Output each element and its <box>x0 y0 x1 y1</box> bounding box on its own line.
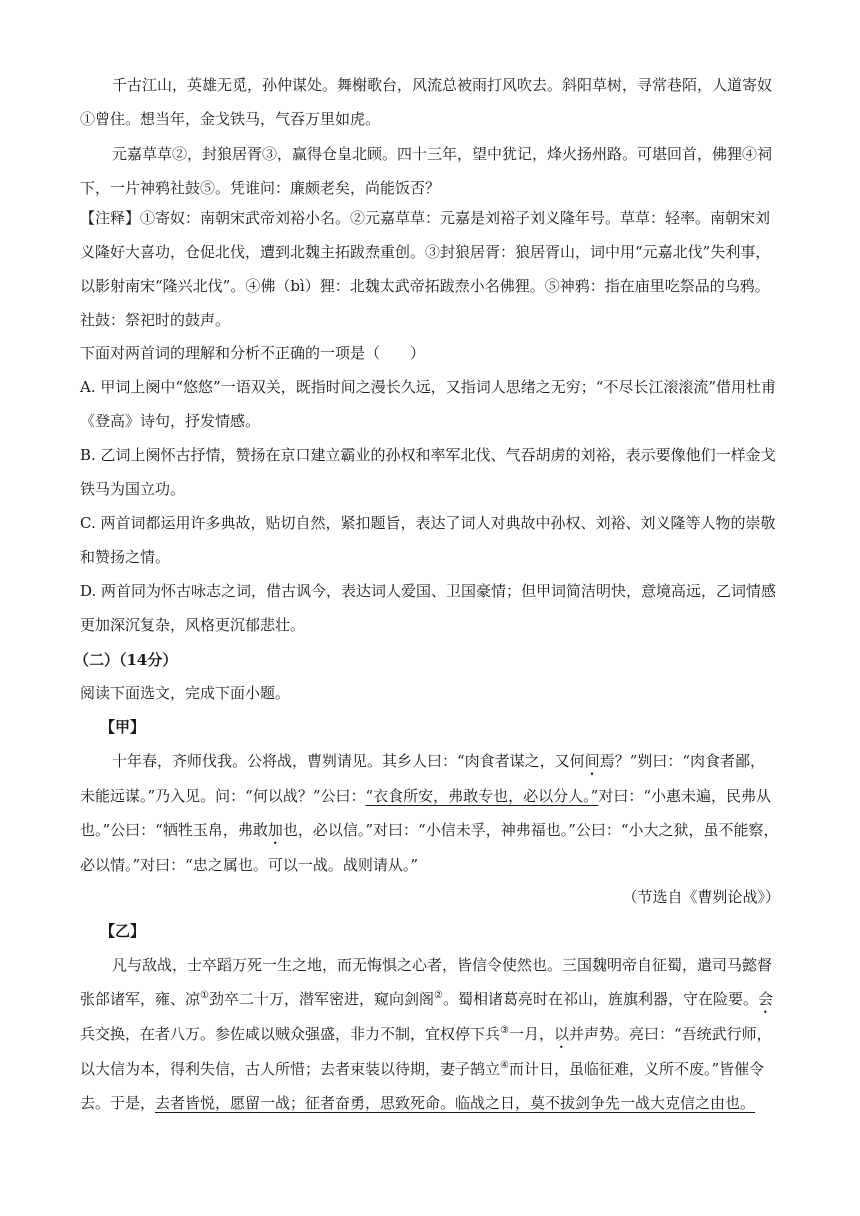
emphasis-char: 加 <box>267 821 283 839</box>
emphasis-char: 间 <box>584 752 600 770</box>
passage-jia-label: 【甲】 <box>100 718 146 736</box>
passage-jia-source: （节选自《曹刿论战》） <box>622 888 780 906</box>
passage-jia-text: 十年春，齐师伐我。公将战，曹刿请见。其乡人曰：“肉食者谋之，又何间焉？”刿曰：“肉食者鄙，未能远谋。”乃入见。问：“何以战？”公曰：“衣食所安，弗敢专也，必以分人。”对曰：“小惠未遍，民弗从也。”公曰：“牺牲玉帛，弗敢加也，必以信。”对曰：“小信未孚，神弗福也。”公曰：“小大之狱，虽不能察，必以情。”对曰：“忠之属也。可以一战。战则请从。” <box>80 752 779 874</box>
underlined-sentence: 去者皆悦，愿留一战；征者奋勇，思致死命。 <box>155 1094 456 1112</box>
passage-yi-text: 凡与敌战，士卒蹈万死一生之地，而无悔惧之心者，皆信令使然也。三国魏明帝自征蜀，遣司马懿督张郃诸军，雍、凉①劲卒二十万，潜军密进，窥向剑阁②。蜀相诸葛亮时在祁山，旌旗利器，守在险要。会兵交换，在者八万。参佐咸以贼众强盛，非力不制，宜权停下兵③一月，以并声势。亮曰：“吾统武行师，以大信为本，得利失信，古人所惜；去者束装以待期，妻子鹄立④而计日，虽临征难，义所不废。”皆催令去。于是，去者皆悦，愿留一战；征者奋勇，思致死命。临战之日，莫不拔剑争先一战大克信之由也。 <box>80 956 773 1112</box>
annotation-notes: 【注释】①寄奴：南朝宋武帝刘裕小名。②元嘉草草：元嘉是刘裕子刘义隆年号。草草：轻率。南朝宋刘义隆好大喜功，仓促北伐，遭到北魏主拓跋焘重创。③封狼居胥：狼居胥山，词中用“元嘉北伐”失利事，以影射南宋“隆兴北伐”。④佛（bì）狸：北魏太武帝拓跋焘小名佛狸。⑤神鸦：指在庙里吃祭品的乌鸦。社鼓：祭祀时的鼓声。 <box>80 209 771 329</box>
option-b: B. 乙词上阕怀古抒情，赞扬在京口建立霸业的孙权和率军北伐、气吞胡虏的刘裕，表示要像他们一样金戈铁马为国立功。 <box>80 446 776 498</box>
poem-yi-stanza-1: 千古江山，英雄无觅，孙仲谋处。舞榭歌台，风流总被雨打风吹去。斜阳草树，寻常巷陌，人道寄奴①曾住。想当年，金戈铁马，气吞万里如虎。 <box>80 76 773 128</box>
emphasis-char: 以 <box>554 1025 570 1043</box>
option-a: A. 甲词上阕中“悠悠”一语双关，既指时间之漫长久远，又指词人思绪之无穷；“不尽长江滚滚流”借用杜甫《登高》诗句，抒发情感。 <box>80 378 777 430</box>
option-c: C. 两首词都运用许多典故，贴切自然，紧扣题旨，表达了词人对典故中孙权、刘裕、刘义隆等人物的崇敬和赞扬之情。 <box>80 514 776 566</box>
passage-yi-label: 【乙】 <box>100 922 146 940</box>
underlined-sentence: 临战之日，莫不拔剑争先一战大克信之由也。 <box>455 1094 756 1112</box>
emphasis-char: 会 <box>757 990 773 1008</box>
option-d: D. 两首同为怀古咏志之词，借古讽今，表达词人爱国、卫国豪情；但甲词简洁明快，意境高远，乙词情感更加深沉复杂，风格更沉郁悲壮。 <box>80 582 777 634</box>
section-heading: （二）（14分） <box>74 651 178 669</box>
underlined-sentence: “衣食所安，弗敢专也，必以分人。” <box>365 787 599 805</box>
poem-yi-stanza-2: 元嘉草草②，封狼居胥③，赢得仓皇北顾。四十三年，望中犹记，烽火扬州路。可堪回首，佛狸④祠下，一片神鸦社鼓⑤。凭谁问：廉颇老矣，尚能饭否？ <box>80 145 773 197</box>
section-instruction: 阅读下面选文，完成下面小题。 <box>80 684 291 702</box>
question-stem: 下面对两首词的理解和分析不正确的一项是（ ） <box>80 344 426 362</box>
